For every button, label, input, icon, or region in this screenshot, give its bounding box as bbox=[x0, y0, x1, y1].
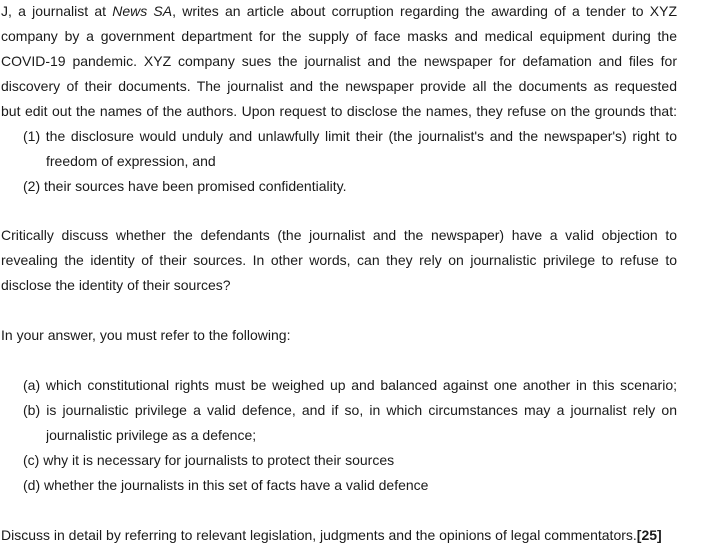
point-c: (c) why it is necessary for journalists to protect their sources bbox=[23, 452, 395, 468]
point-a: (a) which constitutional rights must be weighed up and balanced against one another in this scenario; bbox=[23, 377, 677, 393]
scenario-line-4: discovery of their documents. The journalist and the newspaper provide all the documents as requested bbox=[1, 78, 677, 94]
question-line-3: disclose the identity of their sources? bbox=[1, 277, 231, 293]
point-b-line-2: journalistic privilege as a defence; bbox=[46, 427, 257, 443]
ground-1-line-1: (1) the disclosure would unduly and unlawfully limit their (the journalist's and the newspaper's) right to bbox=[23, 128, 677, 144]
question-line-2: revealing the identity of their sources. In other words, can they rely on journalistic privilege to refuse to bbox=[1, 252, 677, 268]
ground-1-line-2: freedom of expression, and bbox=[46, 153, 216, 169]
question-line-1: Critically discuss whether the defendants (the journalist and the newspaper) have a valid objection to bbox=[1, 227, 677, 243]
scenario-line-3: COVID-19 pandemic. XYZ company sues the journalist and the newspaper for defamation and files for bbox=[1, 53, 677, 69]
scenario-line-1 bbox=[1, 1, 677, 21]
scenario-line-5: but edit out the names of the authors. Upon request to disclose the names, they refuse on the grounds that: bbox=[1, 103, 677, 119]
scenario-line-1-end: , writes an article about corruption regarding the awarding of a tender to XYZ bbox=[172, 3, 677, 19]
closing-line bbox=[1, 525, 701, 545]
publication-name: News SA bbox=[112, 3, 173, 19]
closing-text: Discuss in detail by referring to relevant legislation, judgments and the opinions of legal commentators. bbox=[1, 527, 637, 543]
ground-2: (2) their sources have been promised confidentiality. bbox=[23, 178, 347, 194]
point-d: (d) whether the journalists in this set of facts have a valid defence bbox=[23, 477, 429, 493]
scenario-line-2: company by a government department for the supply of face masks and medical equipment during the bbox=[1, 28, 677, 44]
scenario-line-1-start: J, a journalist at bbox=[1, 3, 113, 19]
instruction-text: In your answer, you must refer to the following: bbox=[1, 327, 291, 343]
point-b-line-1: (b) is journalistic privilege a valid defence, and if so, in which circumstances may a journalist rely on bbox=[23, 402, 677, 418]
marks-allocation: [25] bbox=[636, 527, 662, 543]
